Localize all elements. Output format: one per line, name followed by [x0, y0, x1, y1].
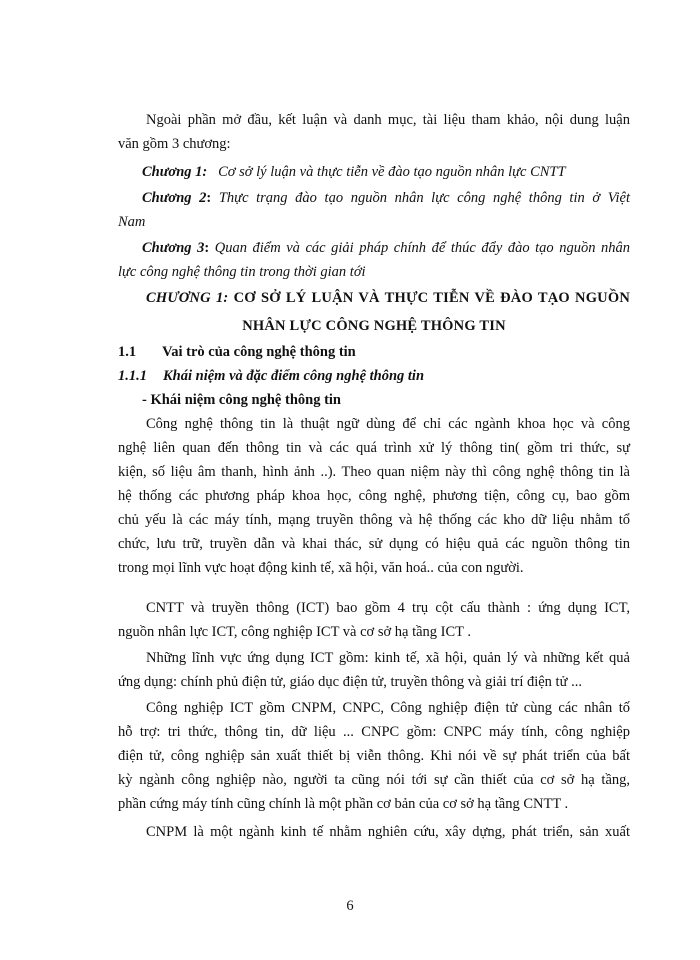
- paragraph-4: [118, 696, 630, 816]
- paragraph-line: chức, lưu trữ, truyền dẫn và khai thác, sử dụng có hiệu quả các nguồn thông tin: [118, 536, 630, 552]
- paragraph-2: [118, 596, 630, 644]
- paragraph-line: phần cứng máy tính cũng chính là một phần cơ bản của cơ sở hạ tầng CNTT .: [118, 796, 569, 812]
- chapter-heading-title-2: NHÂN LỰC CÔNG NGHỆ THÔNG TIN: [242, 318, 506, 334]
- chapter-list: [118, 160, 630, 184]
- section-heading: [118, 340, 630, 364]
- intro-line-1: Ngoài phần mở đầu, kết luận và danh mục, tài liệu tham khảo, nội dung luận: [146, 112, 630, 128]
- paragraph-line: nguồn nhân lực ICT, công nghiệp ICT và cơ sở hạ tầng ICT .: [118, 624, 472, 640]
- paragraph-line: CNTT và truyền thông (ICT) bao gồm 4 trụ cột cấu thành : ứng dụng ICT,: [146, 600, 630, 616]
- section-title: Vai trò của công nghệ thông tin: [162, 344, 356, 360]
- intro-paragraph: [118, 108, 630, 156]
- paragraph-line: hệ thống các phương pháp khoa học, công nghệ, phương tiện, công cụ, bao gồm: [118, 488, 630, 504]
- chapter-list-item-3: Chương 3: Quan điểm và các giải pháp chính để thúc đẩy đào tạo nguồn nhân lực công nghệ thông tin trong thời gian tới: [118, 236, 630, 284]
- paragraph-line: kiện, số liệu âm thanh, hình ảnh ..). Theo quan niệm này thì công nghệ thông tin là: [118, 464, 630, 480]
- paragraph-line: hỗ trợ: tri thức, thông tin, dữ liệu ... CNPC gồm: CNPC máy tính, công nghiệp: [118, 724, 630, 740]
- chapter-list-item-1: Chương 1: Cơ sở lý luận và thực tiễn về đào tạo nguồn nhân lực CNTT: [142, 164, 566, 180]
- subsection-title: Khái niệm và đặc điểm công nghệ thông tin: [163, 368, 425, 384]
- intro-line-2: văn gồm 3 chương:: [118, 136, 231, 152]
- paragraph-5: [118, 820, 630, 844]
- subsection-heading: [118, 364, 630, 388]
- chapter-heading-title-1: CƠ SỞ LÝ LUẬN VÀ THỰC TIỄN VỀ ĐÀO TẠO NGUỒN: [233, 290, 631, 306]
- item-heading: - Khái niệm công nghệ thông tin: [142, 392, 341, 408]
- chapter-heading: [118, 286, 630, 338]
- chapter-list-item-3-cont: lực công nghệ thông tin trong thời gian tới: [118, 264, 366, 280]
- paragraph-1: [118, 412, 630, 580]
- page-number: 6: [346, 898, 354, 914]
- paragraph-line: điện tử, công nghiệp sản xuất thiết bị viễn thông. Khi nói về sự phát triển của bất: [118, 748, 630, 764]
- chapter-list-item-2-cont: Nam: [118, 214, 146, 230]
- section-number: 1.1: [118, 344, 137, 360]
- subsection-number: 1.1.1: [118, 368, 147, 384]
- paragraph-line: CNPM là một ngành kinh tế nhằm nghiên cứu, xây dựng, phát triển, sản xuất: [146, 824, 630, 840]
- paragraph-3: [118, 646, 630, 694]
- paragraph-line: nghệ liên quan đến thông tin và các quá trình xử lý thông tin( gồm tri thức, sự: [118, 440, 630, 456]
- paragraph-line: chủ yếu là các máy tính, mạng truyền thông và hệ thống các kho dữ liệu nhằm tổ: [118, 512, 630, 528]
- paragraph-line: trong mọi lĩnh vực hoạt động kinh tế, xã hội, văn hoá.. của con người.: [118, 560, 524, 576]
- chapter-list-item-2: Chương 2: Thực trạng đào tạo nguồn nhân lực công nghệ thông tin ở Việt Nam: [118, 186, 630, 234]
- paragraph-line: Công nghiệp ICT gồm CNPM, CNPC, Công nghiệp điện tử cùng các nhân tố: [146, 700, 630, 716]
- paragraph-line: Công nghệ thông tin là thuật ngữ dùng để chỉ các ngành khoa học và công: [146, 416, 630, 432]
- paragraph-line: kỳ ngành công nghiệp nào, người ta cũng nói tới sự cần thiết của cơ sở hạ tầng,: [118, 772, 630, 788]
- chapter-heading-label: CHƯƠNG 1:: [146, 290, 229, 306]
- paragraph-line: ứng dụng: chính phủ điện tử, giáo dục điện tử, truyền thông và giải trí điện tử ...: [118, 674, 582, 690]
- paragraph-line: Những lĩnh vực ứng dụng ICT gồm: kinh tế, xã hội, quản lý và những kết quả: [146, 650, 630, 666]
